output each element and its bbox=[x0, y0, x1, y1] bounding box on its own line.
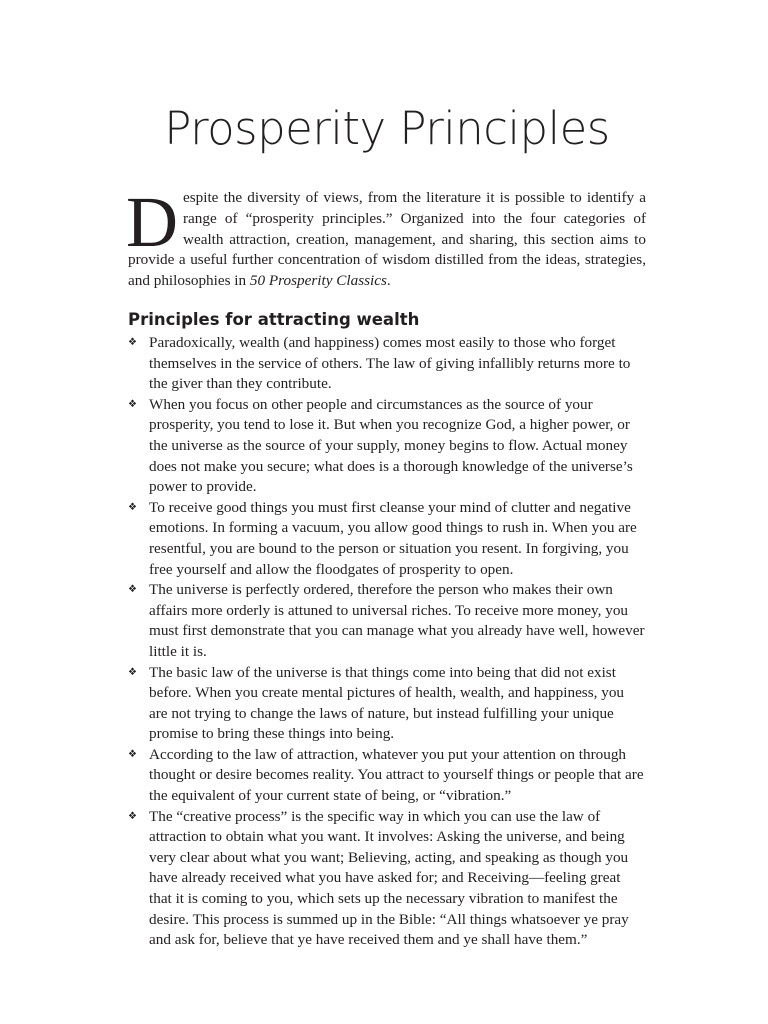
list-item-text: Paradoxically, wealth (and happiness) comes most easily to those who forget themselves in the service of others. The law of giving infallibly returns more to the giver than they contribute. bbox=[149, 334, 631, 393]
intro-text: espite the diversity of views, from the literature it is possible to identify a range of “prosperity principles.” Organized into the four categories of wealth attraction, creation, management, and sharing, this section aims to provide a useful further concentration of wisdom distilled from the ideas, strategies, and philosophies in bbox=[128, 189, 646, 290]
list-item bbox=[128, 333, 646, 395]
diamond-bullet-icon: ❖ bbox=[128, 501, 137, 513]
diamond-bullet-icon: ❖ bbox=[128, 666, 137, 678]
principles-list bbox=[128, 333, 646, 951]
list-item bbox=[128, 745, 646, 807]
section-heading: Principles for attracting wealth bbox=[128, 310, 420, 329]
list-item bbox=[128, 807, 646, 951]
intro-end: . bbox=[386, 272, 391, 290]
list-item-text: To receive good things you must first cleanse your mind of clutter and negative emotions. In forming a vacuum, you allow good things to rush in. When you are resentful, you are bound to the person or situation you resent. In forgiving, you free yourself and allow the floodgates of prosperity to open. bbox=[149, 498, 637, 578]
page-title: Prosperity Principles bbox=[164, 102, 610, 155]
list-item-text: The basic law of the universe is that things come into being that did not exist before. When you create mental pictures of health, wealth, and happiness, you are not trying to change the laws of nature, but instead fulfilling your unique promise to bring these things into being. bbox=[149, 663, 625, 743]
diamond-bullet-icon: ❖ bbox=[128, 337, 137, 348]
list-item-text: The universe is perfectly ordered, therefore the person who makes their own affairs more orderly is attuned to universal riches. To receive more money, you must first demonstrate that you can manage what you already have well, however little it is. bbox=[149, 581, 645, 660]
list-item bbox=[128, 580, 646, 662]
diamond-bullet-icon: ❖ bbox=[128, 748, 137, 760]
diamond-bullet-icon: ❖ bbox=[128, 398, 137, 410]
diamond-bullet-icon: ❖ bbox=[128, 810, 137, 822]
drop-cap: D bbox=[126, 182, 178, 262]
list-item bbox=[128, 498, 646, 580]
list-item-text: The “creative process” is the specific way in which you can use the law of attraction to obtain what you want. It involves: Asking the universe, and being very clear about what you want; Believing, acting, and speaking as though you have already received what you have asked for; and Receiving—feeling great that it is coming to you, which sets up the necessary vibration to manifest the desire. This process is summed up in the Bible: “All things whatsoever ye pray and ask for, believe that ye have received them and ye shall have them.” bbox=[149, 807, 629, 949]
list-item bbox=[128, 663, 646, 745]
diamond-bullet-icon: ❖ bbox=[128, 584, 137, 596]
list-item-text: When you focus on other people and circumstances as the source of your prosperity, you tend to lose it. But when you recognize God, a higher power, or the universe as the source of your supply, money begins to flow. Actual money does not make you secure; what does is a thorough knowledge of the universe’s power to provide. bbox=[149, 395, 633, 496]
intro-paragraph bbox=[126, 182, 646, 292]
book-title: 50 Prosperity Classics bbox=[249, 272, 387, 290]
list-item-text: According to the law of attraction, whatever you put your attention on through thought or desire becomes reality. You attract to yourself things or people that are the equivalent of your current state of being, or “vibration.” bbox=[149, 745, 644, 805]
list-item bbox=[128, 395, 646, 498]
